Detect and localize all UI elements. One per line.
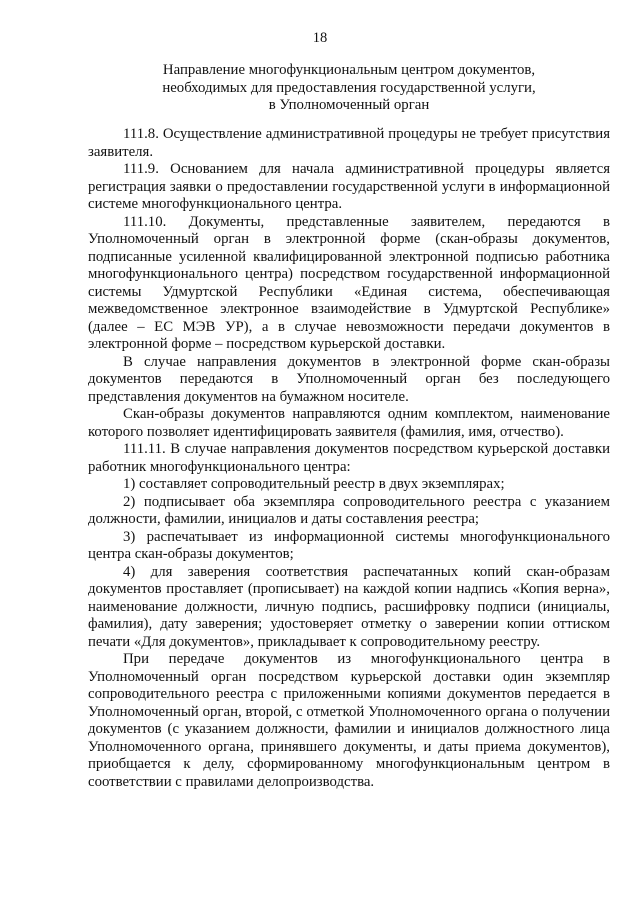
heading-line-1: Направление многофункциональным центром документов, xyxy=(162,62,536,78)
list-item-1: 1) составляет сопроводительный реестр в двух экземплярах; xyxy=(123,476,505,492)
paragraph-electronic-form: В случае направления документов в электронной форме скан-образы документов передаются в Уполномоченный орган без последующего представления документов на бумажном носителе. xyxy=(88,353,610,405)
paragraph-111-10: 111.10. Документы, представленные заявителем, передаются в Уполномоченный орган в электронной форме (скан-образы документов, подписанные усиленной квалифицированной электронной подписью работника многофункционального центра) посредством государственной информационной системы Удмуртской Республики «Единая система, обеспечивающая межведомственное электронное взаимодействие в Удмуртской Республике» (далее – ЕС МЭВ УР), а в случае невозможности передачи документов в электронной форме – посредством курьерской доставки. xyxy=(88,213,610,352)
paragraph-111-8: 111.8. Осуществление административной процедуры не требует присутствия заявителя. xyxy=(88,126,610,160)
heading-line-3: в Уполномоченный орган xyxy=(268,97,430,113)
paragraph-111-11: 111.11. В случае направления документов посредством курьерской доставки работник многофункционального центра: xyxy=(88,441,610,475)
document-body xyxy=(88,126,610,791)
heading-line-2: необходимых для предоставления государственной услуги, xyxy=(162,79,536,96)
list-item-2: 2) подписывает оба экземпляра сопроводительного реестра с указанием должности, фамилии, инициалов и даты составления реестра; xyxy=(88,493,610,527)
page-number: 18 xyxy=(312,30,328,46)
paragraph-111-9: 111.9. Основанием для начала административной процедуры является регистрация заявки о предоставлении государственной услуги в информационной системе многофункционального центра. xyxy=(88,161,610,212)
section-heading xyxy=(88,62,610,115)
list-item-3: 3) распечатывает из информационной системы многофункционального центра скан-образы документов; xyxy=(88,528,610,562)
paragraph-courier-transfer: При передаче документов из многофункционального центра в Уполномоченный орган посредством курьерской доставки один экземпляр сопроводительного реестра с приложенными копиями документов передается в Уполномоченный орган, второй, с отметкой Уполномоченного органа о получении документов (с указанием должности, фамилии и инициалов должностного лица Уполномоченного органа, принявшего документы, и даты приема документов), приобщается к делу, сформированному многофункциональным центром в соответствии с правилами делопроизводства. xyxy=(88,651,610,790)
list-item-4: 4) для заверения соответствия распечатанных копий скан-образам документов проставляет (прописывает) на каждой копии надпись «Копия верна», наименование должности, личную подпись, расшифровку подписи (инициалы, фамилия), дату заверения; удостоверяет отметку о заверении копии оттиском печати «Для документов», прикладывает к сопроводительному реестру. xyxy=(88,563,610,650)
paragraph-scan-images: Скан-образы документов направляются одним комплектом, наименование которого позволяет идентифицировать заявителя (фамилия, имя, отчество). xyxy=(88,406,610,440)
